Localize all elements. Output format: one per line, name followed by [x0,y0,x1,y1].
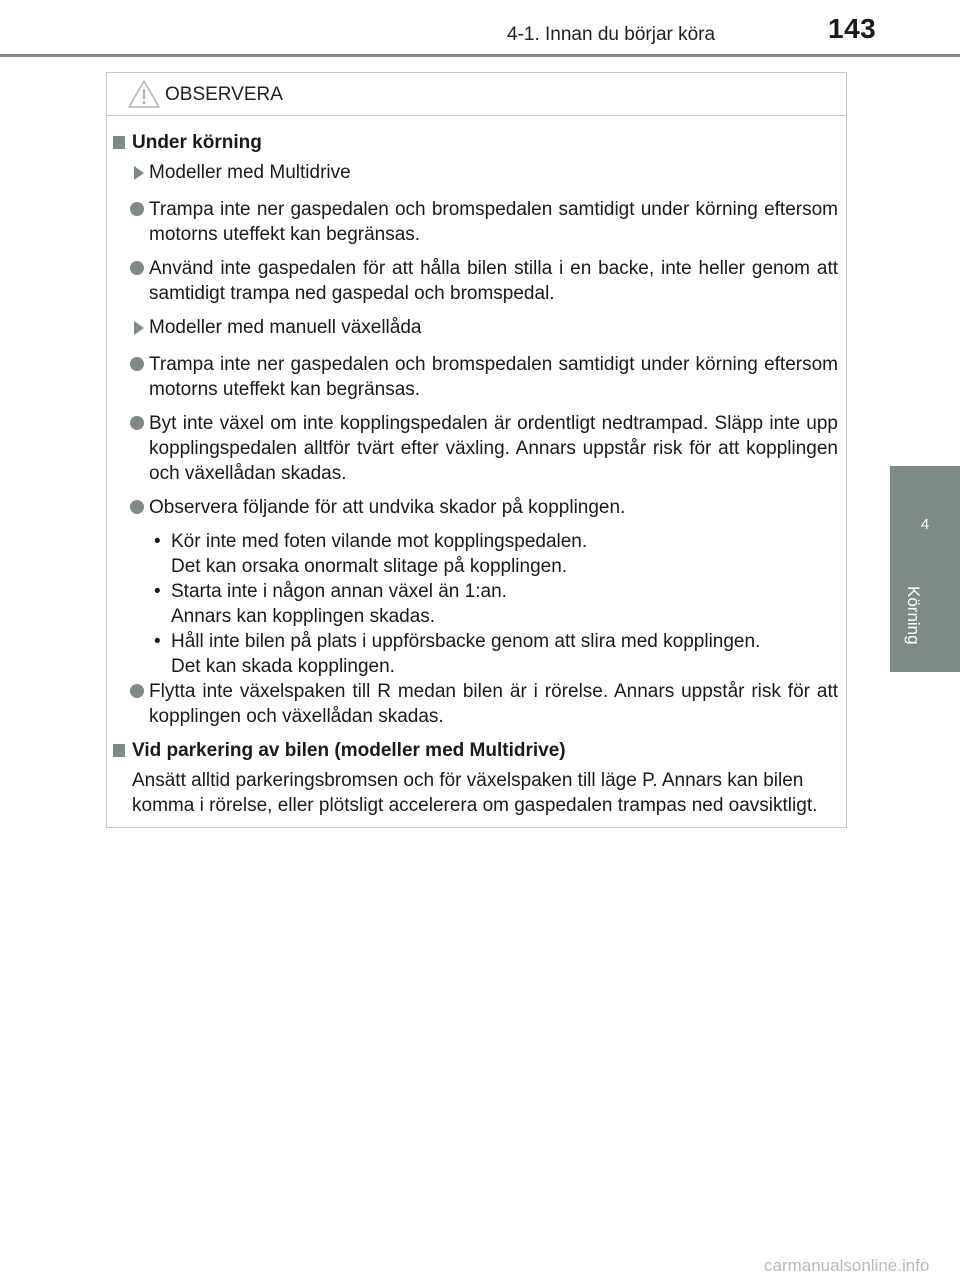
caution-header [107,73,846,116]
circle-bullet-icon [130,357,144,371]
circle-bullet-icon [130,202,144,216]
list-item: • Håll inte bilen på plats i uppförsbacke genom att slira med kopplingen. Det kan skada kopplingen. [154,631,761,677]
list-item: Observera följande för att undvika skador på kopplingen. [107,495,846,520]
chapter-number: 4 [920,516,930,533]
caution-content [107,130,846,818]
chapter-title: Körning [904,586,923,645]
triangle-bullet-icon [134,321,144,335]
list-item: Använd inte gaspedalen för att hålla bilen stilla i en backe, inte heller genom att samtidigt trampa ned gaspedal och bromspedal. [107,256,846,306]
page-number: 143 [828,13,877,44]
warning-triangle-icon [127,79,161,109]
circle-bullet-icon [130,684,144,698]
circle-bullet-icon [130,500,144,514]
section-title: 4-1. Innan du börjar köra [507,24,716,45]
list-item: Byt inte växel om inte kopplingspedalen är ordentligt nedtrampad. Släpp inte upp kopplingspedalen alltför tvärt efter växling. Annars uppstår risk för att kopplingen och växellådan skadas. [107,411,846,486]
triangle-bullet-icon [134,166,144,180]
watermark: carmanualsonline.info [764,1256,930,1275]
list-item: • Starta inte i någon annan växel än 1:an. Annars kan kopplingen skadas. [154,581,507,627]
square-bullet-icon [113,136,125,149]
subsection-heading: Modeller med manuell växellåda [107,315,846,340]
square-bullet-icon [113,744,125,757]
chapter-tab[interactable] [890,466,960,672]
section-heading: Under körning [107,130,846,155]
header-rule [0,54,960,57]
section-heading: Vid parkering av bilen (modeller med Multidrive) [107,738,846,763]
list-item: Trampa inte ner gaspedalen och bromspedalen samtidigt under körning eftersom motorns uteffekt kan begränsas. [107,352,846,402]
parking-paragraph: Ansätt alltid parkeringsbromsen och för växelspaken till läge P. Annars kan bilen komma i rörelse, eller plötsligt accelerera om gaspedalen trampas ned oavsiktligt. [132,770,818,816]
list-item: Flytta inte växelspaken till R medan bilen är i rörelse. Annars uppstår risk för att kopplingen och växellådan skadas. [107,679,846,729]
subsection-heading: Modeller med Multidrive [107,160,846,185]
circle-bullet-icon [130,416,144,430]
caution-box [106,72,847,828]
circle-bullet-icon [130,261,144,275]
list-item: • Kör inte med foten vilande mot kopplingspedalen. Det kan orsaka onormalt slitage på kopplingen. [154,531,588,577]
list-item: Trampa inte ner gaspedalen och bromspedalen samtidigt under körning eftersom motorns uteffekt kan begränsas. [107,197,846,247]
caution-title: OBSERVERA [165,84,283,105]
clutch-precautions-list [107,529,846,679]
